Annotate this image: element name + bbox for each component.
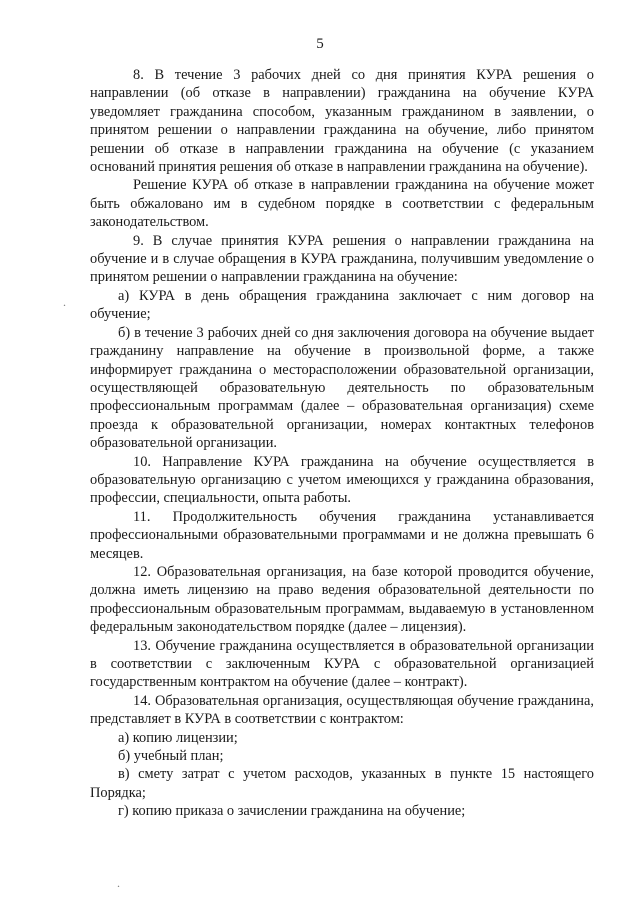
document-body	[90, 66, 594, 821]
paragraph-p9-a: а) КУРА в день обращения гражданина заключает с ним договор на обучение;	[90, 287, 594, 323]
paragraph-p9: 9. В случае принятия КУРА решения о направлении гражданина на обучение и в случае обращения в КУРА гражданина, получившим уведомление о принятом решении о направлении гражданина на обучение:	[90, 232, 594, 286]
paragraph-p10: 10. Направление КУРА гражданина на обучение осуществляется в образовательную организацию с учетом имеющихся у гражданина образования, профессии, специальности, опыта работы.	[90, 453, 594, 507]
margin-mark: .	[63, 295, 66, 309]
paragraph-p13: 13. Обучение гражданина осуществляется в образовательной организации в соответствии с заключенным КУРА с образовательной организацией государственным контрактом на обучение (далее – контракт).	[90, 637, 594, 691]
paragraph-p11: 11. Продолжительность обучения гражданина устанавливается профессиональными образовательными программами и не должна превышать 6 месяцев.	[90, 508, 594, 562]
paragraph-p14: 14. Образовательная организация, осуществляющая обучение гражданина, представляет в КУРА в соответствии с контрактом:	[90, 692, 594, 728]
page-number: 5	[316, 36, 324, 52]
paragraph-p14-a: а) копию лицензии;	[118, 729, 238, 746]
paragraph-p14-c: в) смету затрат с учетом расходов, указанных в пункте 15 настоящего Порядка;	[90, 766, 594, 801]
paragraph-p12: 12. Образовательная организация, на базе которой проводится обучение, должна иметь лицензию на право ведения образовательной деятельности по профессиональным образовательным программам, выдаваемую в установленном федеральным законодательством порядке (далее – лицензия).	[90, 563, 594, 636]
paragraph-p8: 8. В течение 3 рабочих дней со дня принятия КУРА решения о направлении (об отказе в направлении) гражданина на обучение КУРА уведомляет гражданина способом, указанным гражданином в заявлении, о принятом решении о направлении гражданина на обучение, либо принятом решении об отказе в направлении гражданина на обучение (с указанием оснований принятия решения об отказе в направлении гражданина на обучение).	[90, 67, 594, 176]
margin-mark: .	[117, 876, 120, 890]
paragraph-p8-appeal: Решение КУРА об отказе в направлении гражданина на обучение может быть обжаловано им в судебном порядке в соответствии с федеральным законодательством.	[90, 177, 594, 231]
paragraph-p14-d: г) копию приказа о зачислении гражданина на обучение;	[118, 803, 466, 820]
paragraph-p14-b: б) учебный план;	[118, 748, 224, 765]
paragraph-p9-b: б) в течение 3 рабочих дней со дня заключения договора на обучение выдает гражданину направление на обучение в произвольной форме, а также информирует гражданина о месторасположении образовательной организации, осуществляющей образовательную деятельность по образовательным профессиональным программам (далее – образовательная организация) схеме проезда к образовательной организации, номерах контактных телефонов образовательной организации.	[90, 324, 594, 452]
